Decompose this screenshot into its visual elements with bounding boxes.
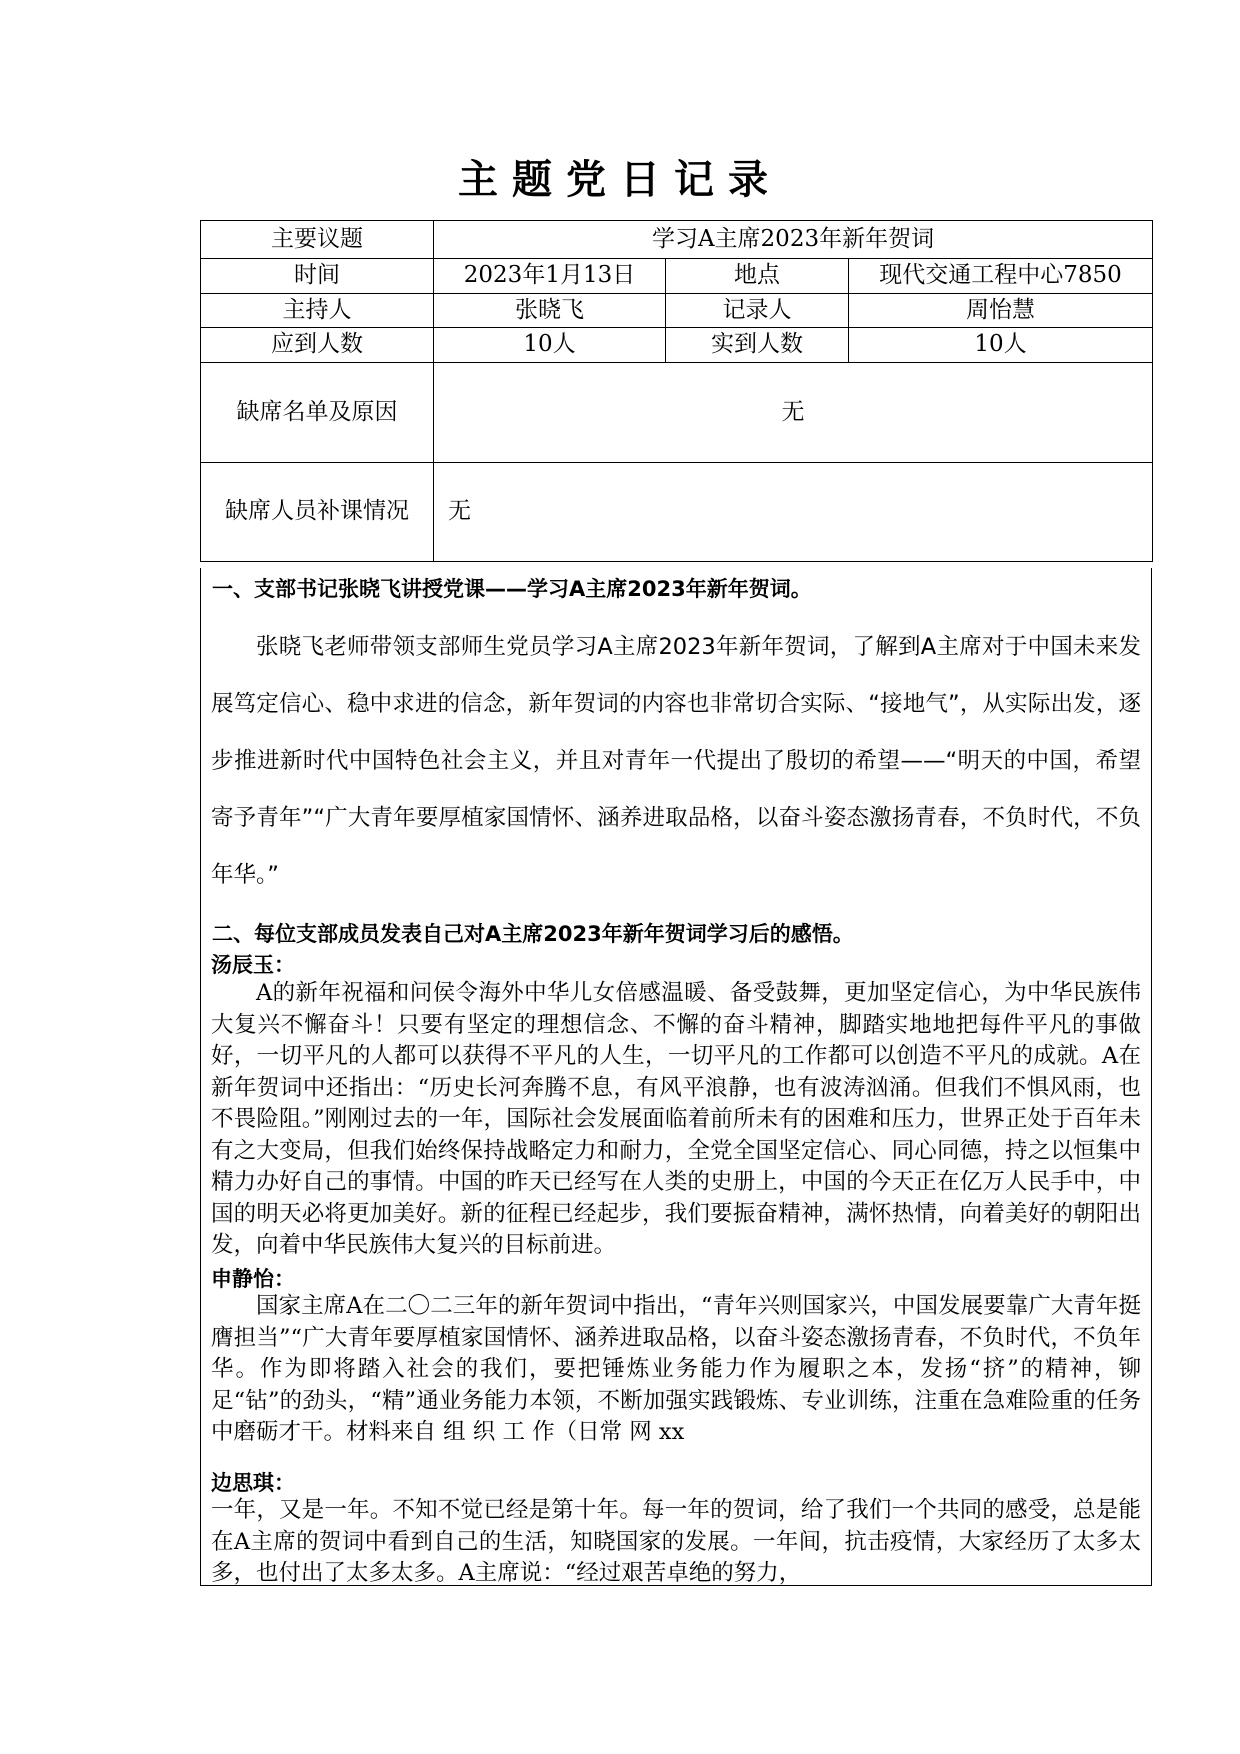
absent-value: 无 — [434, 363, 1153, 463]
member-reflection: 一年，又是一年。不知不觉已经是第十年。每一年的贺词，给了我们一个共同的感受，总是能在A主席的贺词中看到自己的生活，知晓国家的发展。一年间，抗击疫情，大家经历了太多太多，也付出了太多太多。A主席说：“经过艰苦卓绝的努力， — [211, 1497, 1141, 1586]
recorder-label: 记录人 — [666, 294, 849, 328]
member-name: 汤辰玉： — [211, 953, 295, 977]
host-label: 主持人 — [201, 294, 434, 328]
place-value: 现代交通工程中心7850 — [849, 259, 1153, 294]
topic-row — [201, 221, 1153, 259]
section1-paragraph: 张晓飞老师带领支部师生党员学习A主席2023年新年贺词，了解到A主席对于中国未来发展笃定信心、稳中求进的信念，新年贺词的内容也非常切合实际、“接地气”，从实际出发，逐步推进新时代中国特色社会主义，并且对青年一代提出了殷切的希望——“明天的中国，希望寄予青年”“广大青年要厚植家国情怀、涵养进取品格，以奋斗姿态激扬青春，不负时代，不负年华。” — [211, 634, 1141, 888]
info-table — [200, 220, 1153, 562]
member-reflection: 国家主席A在二〇二三年的新年贺词中指出，“青年兴则国家兴，中国发展要靠广大青年挺膺担当”“广大青年要厚植家国情怀、涵养进取品格，以奋斗姿态激扬青春，不负时代，不负年华。作为即将踏入社会的我们，要把锤炼业务能力作为履职之本，发扬“挤”的精神，铆足“钻”的劲头，“精”通业务能力本领，不断加强实践锻炼、专业训练，注重在急难险重的任务中磨砺才干。材料来自 组 织 工 作（日常 网 xx — [211, 1293, 1141, 1445]
actual-label: 实到人数 — [666, 328, 849, 363]
section2-heading: 二、每位支部成员发表自己对A主席2023年新年贺词学习后的感悟。 — [212, 922, 854, 946]
page-title: 主题党日记录 — [458, 157, 782, 203]
makeup-row — [201, 463, 1153, 562]
time-label: 时间 — [201, 259, 434, 294]
absent-row — [201, 363, 1153, 463]
actual-value: 10人 — [849, 328, 1153, 363]
place-label: 地点 — [666, 259, 849, 294]
attendance-row — [201, 328, 1153, 363]
host-value: 张晓飞 — [434, 294, 666, 328]
member-reflection: A的新年祝福和问侯令海外中华儿女倍感温暖、备受鼓舞，更加坚定信心，为中华民族伟大复兴不懈奋斗！只要有坚定的理想信念、不懈的奋斗精神，脚踏实地地把每件平凡的事做好，一切平凡的人都可以获得不平凡的人生，一切平凡的工作都可以创造不平凡的成就。A在新年贺词中还指出：“历史长河奔腾不息，有风平浪静，也有波涛汹涌。但我们不惧风雨，也不畏险阻。”刚刚过去的一年，国际社会发展面临着前所未有的困难和压力，世界正处于百年未有之大变局，但我们始终保持战略定力和耐力，全党全国坚定信心、同心同德，持之以恒集中精力办好自己的事情。中国的昨天已经写在人类的史册上，中国的今天正在亿万人民手中，中国的明天必将更加美好。新的征程已经起步，我们要振奋精神，满怀热情，向着美好的朝阳出发，向着中华民族伟大复兴的目标前进。 — [211, 980, 1141, 1258]
member-name: 申静怡： — [211, 1267, 295, 1291]
host-row — [201, 294, 1153, 328]
member-name: 边思琪： — [211, 1471, 295, 1495]
expected-label: 应到人数 — [201, 328, 434, 363]
time-value: 2023年1月13日 — [434, 259, 666, 294]
makeup-label: 缺席人员补课情况 — [201, 463, 434, 562]
absent-label: 缺席名单及原因 — [201, 363, 434, 463]
section1-heading: 一、支部书记张晓飞讲授党课——学习A主席2023年新年贺词。 — [212, 577, 812, 601]
expected-value: 10人 — [434, 328, 666, 363]
makeup-value: 无 — [434, 463, 1153, 562]
topic-label: 主要议题 — [201, 221, 434, 259]
time-row — [201, 259, 1153, 294]
recorder-value: 周怡慧 — [849, 294, 1153, 328]
topic-value: 学习A主席2023年新年贺词 — [434, 221, 1153, 259]
